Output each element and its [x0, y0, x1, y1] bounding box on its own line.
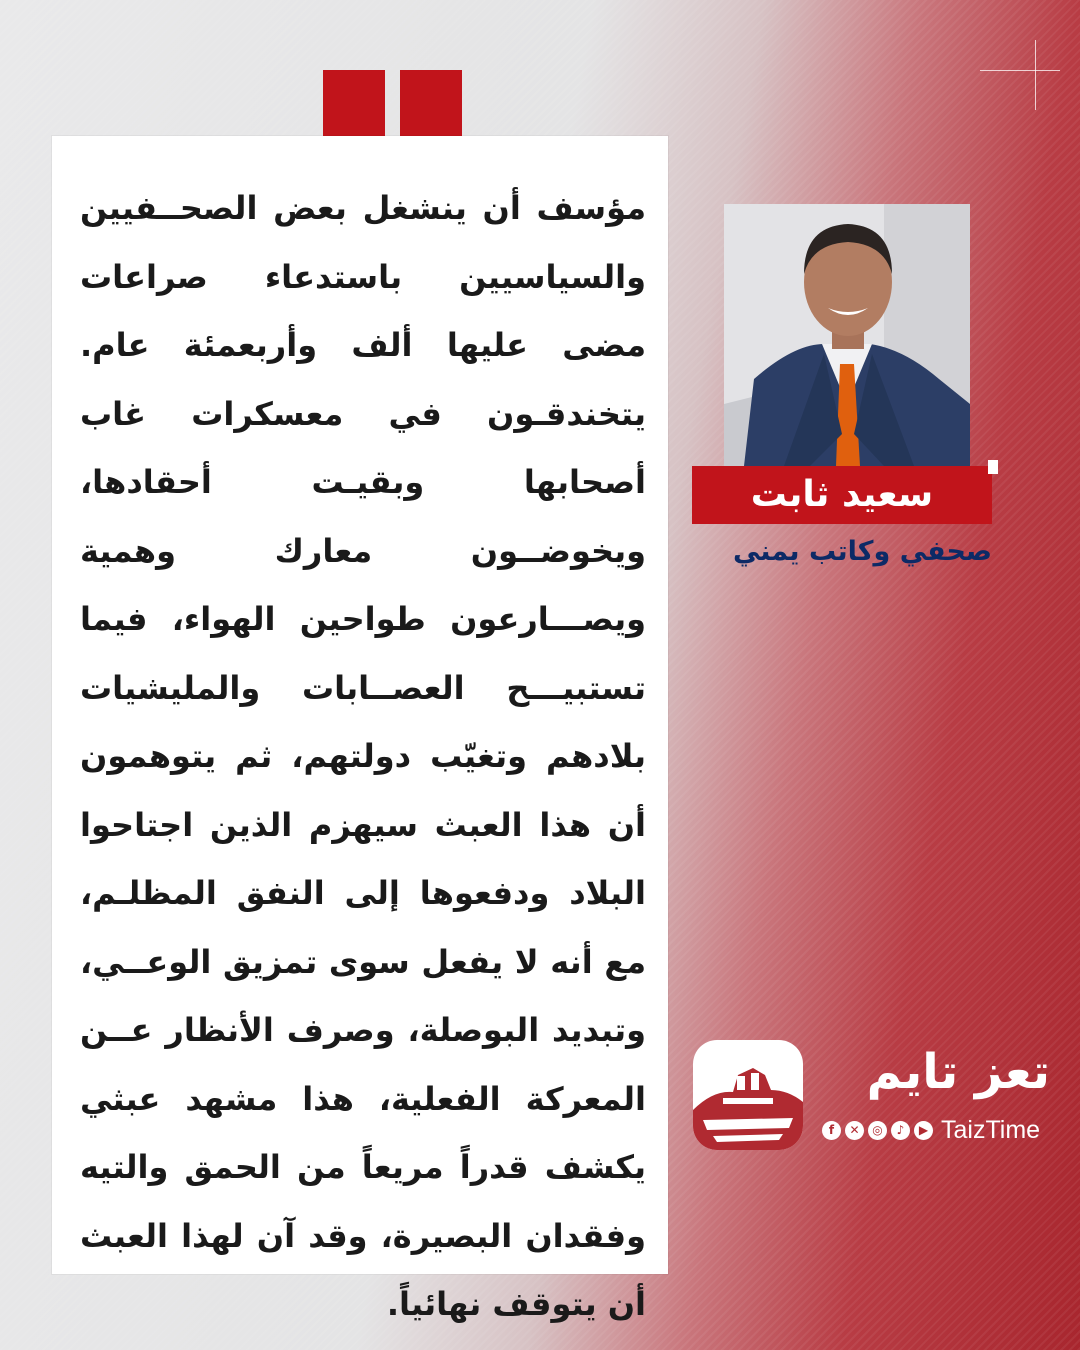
- quote-text: مؤسف أن ينشغل بعض الصحــفيين والسياسيين باستدعاء صراعات مضى عليها ألف وأربعمئة عام. يتخندقـون في معسكرات غاب أصحابها وبقيـت أحقادها، ويخوضــون معارك وهمية ويصـــارعون طواحين الهواء، فيما تستبيـــح العصــابات والمليشيات بلادهم وتغيّب دولتهم، ثم يتوهمون أن هذا العبث سيهزم الذين اجتاحوا البلاد ودفعوها إلى النفق المظلـم، مع أنه لا يفعل سوى تمزيق الوعــي، وتبديد البوصلة، وصرف الأنظار عــن المعركة الفعلية، هذا مشهد عبثي يكشف قدراً مريعاً من الحمق والتيه وفقدان البصيرة، وقد آن لهذا العبث أن يتوقف نهائياً.: [80, 189, 646, 1323]
- youtube-icon[interactable]: ▶: [914, 1121, 933, 1140]
- brand-name: تعز تايم: [866, 1044, 1050, 1100]
- author-name: سعيد ثابت: [692, 466, 992, 524]
- sparkle-decoration: [980, 40, 1060, 110]
- brand-logo-icon: [693, 1040, 803, 1150]
- tiktok-icon[interactable]: ♪: [891, 1121, 910, 1140]
- quote-card: [52, 136, 668, 1323]
- author-role: صحفي وكاتب يمني: [732, 536, 992, 567]
- brand-handle: TaizTime: [941, 1116, 1041, 1144]
- instagram-icon[interactable]: ◎: [868, 1121, 887, 1140]
- social-links: [822, 1117, 1040, 1143]
- author-photo: [724, 204, 970, 466]
- x-icon[interactable]: ✕: [845, 1121, 864, 1140]
- facebook-icon[interactable]: f: [822, 1121, 841, 1140]
